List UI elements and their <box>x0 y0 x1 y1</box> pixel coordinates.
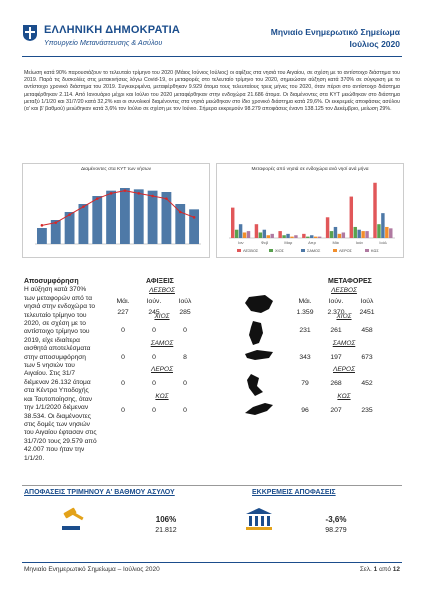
transfers-value-leros: 79 <box>301 380 309 387</box>
transfers-value-samos: 343 <box>299 354 311 361</box>
chart2-bar <box>373 183 376 238</box>
chart1-line-point <box>165 197 168 200</box>
transfers-island-label-kos: ΚΩΣ <box>337 393 351 400</box>
document-title-line1: Μηνιαίο Ενημερωτικό Σημείωμα <box>270 27 400 37</box>
brand-subtitle: Υπουργείο Μετανάστευσης & Ασύλου <box>44 38 163 47</box>
chart2-bar <box>330 231 333 238</box>
chart2-bar <box>338 234 341 238</box>
chart1-line-point <box>151 195 154 198</box>
brand-title: ΕΛΛΗΝΙΚΗ ΔΗΜΟΚΡΑΤΙΑ <box>44 24 181 36</box>
chart-right-title: Μεταφορές από νησιά σε ενδοχώρα ανά νησί ανά μήνα <box>251 167 369 172</box>
arrivals-value-lesvos: 285 <box>179 309 191 316</box>
chart2-bar <box>270 234 273 238</box>
chart2-tick-label: Ιούλ <box>379 240 387 245</box>
chart2-bar <box>235 230 238 238</box>
chart1-bar <box>120 188 130 244</box>
chart2-tick-label: Ιαν <box>238 240 244 245</box>
arrivals-value-leros: 0 <box>183 380 187 387</box>
chart2-bar <box>377 224 380 238</box>
transfers-value-lesvos: 2.370 <box>327 309 345 316</box>
chart2-legend-swatch <box>237 249 241 252</box>
chart1-line-point <box>68 213 71 216</box>
chart-right-plot <box>217 164 403 257</box>
arrivals-value-chios: 0 <box>121 327 125 334</box>
chart1-line-point <box>137 192 140 195</box>
arrivals-value-samos: 0 <box>152 354 156 361</box>
arrivals-island-label-chios: ΧΙΟΣ <box>154 313 170 320</box>
transfers-island-label-leros: ΛΕΡΟΣ <box>333 366 355 373</box>
arrivals-month-header: Ιούλ <box>178 298 192 305</box>
arrivals-value-kos: 0 <box>121 407 125 414</box>
chart2-bar <box>318 237 321 238</box>
chart2-bar <box>286 234 289 238</box>
arrivals-value-kos: 0 <box>183 407 187 414</box>
chart2-bar <box>334 227 337 238</box>
decongestion-body: Η αύξηση κατά 370% των μεταφορών από τα νησιά στην ενδοχώρα το τελευταίο τρίμηνο του 2020, σε σχέση με το αντίστοιχο τρίμηνο του 2019, είχε ιδιαίτερα αισθητά αποτελέσματα στην αποσυμφόρηση των 5 νησιών του Αιγαίου. Στις 31/7 διέμεναν 26.132 άτομα στα Κέντρα Υποδοχής και Ταυτοποίησης, όταν την 1/1/2020 διέμεναν 38.534. Οι διαμένοντες στις δομές των νησιών του Αιγαίου έφτασαν στις 31/7/20 τους 29.579 από 42.007 που ήταν την 1/1/20. <box>24 286 97 462</box>
chart-transfers-by-island <box>216 163 404 258</box>
chart1-line-point <box>82 205 85 208</box>
transfers-island-label-chios: ΧΙΟΣ <box>336 313 352 320</box>
chart2-tick-label: Ιούν <box>355 240 364 245</box>
chart2-legend-swatch <box>333 249 337 252</box>
courthouse-icon <box>244 506 274 532</box>
chart2-bar <box>389 228 392 238</box>
transfers-value-kos: 207 <box>330 407 342 414</box>
lesvos-island-map-icon <box>243 293 275 321</box>
chart2-bar <box>361 231 364 238</box>
chart2-legend-swatch <box>365 249 369 252</box>
chart1-line-point <box>110 192 113 195</box>
asylum-decisions-title: ΑΠΟΦΑΣΕΙΣ ΤΡΙΜΗΝΟΥ Α' ΒΑΘΜΟΥ ΑΣΥΛΟΥ <box>24 489 175 496</box>
chart2-legend-label: ΣΑΜΟΣ <box>307 249 321 253</box>
page-total: 12 <box>392 566 400 573</box>
header-divider <box>22 56 402 57</box>
chart2-bar <box>350 197 353 238</box>
chart1-bar <box>175 204 185 244</box>
pending-decisions-title: ΕΚΚΡΕΜΕΙΣ ΑΠΟΦΑΣΕΙΣ <box>252 489 336 496</box>
chart1-bar <box>106 191 116 244</box>
greek-emblem-icon <box>22 24 38 42</box>
chart1-line-point <box>193 216 196 219</box>
intro-paragraph: Μείωση κατά 90% παρουσιάζουν το τελευταίο τρίμηνο του 2020 (Μάιος Ιούνιος Ιούλιος) οι αφίξεις στα νησιά του Αιγαίου, σε σχέση με το αντίστοιχο διάστημα του 2019. Παρά τις δυσκολίες στις μετακινήσεις λόγω Covid-19, οι μεταφορές στο τελευταίο τρίμηνο του 2020, σημειώσαν αύξηση κατά 370% σε σύγκριση με το αντίστοιχο χρονικό διάστημα του 2019. Συγκεκριμένα, μεταφέρθηκαν 9.929 άτομα τους τελευταίους τρεις μήνες του 2020, όταν πέρσι στο αντίστοιχο διάστημα μεταφέρθηκαν 2.114. Από Ιανουάριο μέχρι και Ιούλιο του 2020 μεταφέρθηκαν στην ενδοχώρα 21.686 άτομα. Οι διαμένοντες στα ΚΥΤ μειώθηκαν στο διάστημα μεταξύ 1/1/20 και 31/7/20 κατά 32,2% και οι συνολικοί διαμένοντες στα νησιά μειώθηκαν στο ίδιο χρονικό διάστημα κατά 29,6%. Οι εκκρεμείς αποφάσεις ασύλου (α' και β' βαθμού) μειώθηκαν κατά 3,6% τον Ιούλιο σε σχέση με τον Ιούνιο. Σήμερα εκκρεμούν 98.279 αποφάσεις έναντι 138.125 τον Δεκέμβριο, μείωση 29%. <box>24 70 400 113</box>
page-of: από <box>379 566 391 573</box>
arrivals-month-header: Ιούν. <box>146 298 162 305</box>
chart-left-title: Διαμένοντες στα ΚΥΤ των νήσων <box>80 167 152 172</box>
transfers-value-lesvos: 1.359 <box>296 309 314 316</box>
chart2-bar <box>326 217 329 238</box>
chart1-line-point <box>96 197 99 200</box>
chart2-bar <box>267 235 270 238</box>
chart2-legend-label: ΛΕΡΟΣ <box>339 249 352 253</box>
chart-kyt-residents <box>22 163 210 258</box>
transfers-heading: ΜΕΤΑΦΟΡΕΣ <box>328 278 372 285</box>
arrivals-island-label-leros: ΛΕΡΟΣ <box>151 366 173 373</box>
page-prefix: Σελ. <box>359 566 372 573</box>
chart2-tick-label: Μάι <box>332 240 339 245</box>
chart2-legend-label: ΧΙΟΣ <box>275 249 284 253</box>
leros-island-map-icon <box>243 372 275 400</box>
samos-island-map-icon <box>243 346 275 374</box>
chart1-line-point <box>54 221 57 224</box>
chart1-line-point <box>179 211 182 214</box>
pending-decisions-count: 98.279 <box>325 527 347 534</box>
chart2-tick-label: Φεβ <box>260 240 269 245</box>
kos-island-map-icon <box>243 399 275 427</box>
asylum-decisions-count: 21.812 <box>155 527 177 534</box>
arrivals-value-chios: 0 <box>183 327 187 334</box>
transfers-value-leros: 268 <box>330 380 342 387</box>
chart2-bar <box>294 235 297 238</box>
pending-decisions-percent: -3,6% <box>325 515 347 524</box>
chart2-bar <box>231 208 234 238</box>
chart2-bar <box>255 224 258 238</box>
chart2-legend-label: ΛΕΣΒΟΣ <box>243 249 259 253</box>
chart2-bar <box>263 230 266 238</box>
chart2-bar <box>302 234 305 238</box>
arrivals-island-label-lesvos: ΛΕΣΒΟΣ <box>149 287 175 294</box>
transfers-month-header: Μάι. <box>298 298 312 305</box>
chart2-bar <box>282 235 285 238</box>
chart2-bar <box>365 231 368 238</box>
chart2-bar <box>314 237 317 238</box>
footer-divider <box>22 562 402 563</box>
document-title-line2: Ιούλιος 2020 <box>349 39 400 49</box>
chart2-bar <box>306 237 309 238</box>
chart2-legend-label: ΚΩΣ <box>371 249 379 253</box>
arrivals-value-kos: 0 <box>152 407 156 414</box>
arrivals-month-header: Μάι. <box>116 298 130 305</box>
transfers-value-kos: 96 <box>301 407 309 414</box>
chart1-bar <box>79 204 89 244</box>
chart1-line-point <box>41 224 44 227</box>
document-title <box>271 26 400 50</box>
chios-island-map-icon <box>243 319 275 347</box>
decongestion-heading: Αποσυμφόρηση <box>24 278 79 285</box>
transfers-value-kos: 235 <box>361 407 373 414</box>
chart2-legend-swatch <box>269 249 273 252</box>
chart2-bar <box>247 231 250 238</box>
arrivals-heading: ΑΦΙΞΕΙΣ <box>146 278 174 285</box>
bottom-divider <box>22 485 402 486</box>
arrivals-value-leros: 0 <box>152 380 156 387</box>
transfers-value-chios: 231 <box>299 327 311 334</box>
chart1-bar <box>148 191 158 244</box>
chart1-bar <box>37 228 47 244</box>
chart2-bar <box>239 224 242 238</box>
chart2-bar <box>357 230 360 238</box>
chart2-bar <box>385 227 388 238</box>
chart2-bar <box>278 231 281 238</box>
chart2-bar <box>243 232 246 238</box>
transfers-value-leros: 452 <box>361 380 373 387</box>
chart2-bar <box>310 235 313 238</box>
transfers-value-chios: 458 <box>361 327 373 334</box>
chart2-bar <box>354 227 357 238</box>
arrivals-value-chios: 0 <box>152 327 156 334</box>
chart2-legend-swatch <box>301 249 305 252</box>
footer-page-number <box>360 566 400 573</box>
chart-left-plot <box>23 164 209 257</box>
transfers-island-label-lesvos: ΛΕΣΒΟΣ <box>331 287 357 294</box>
chart2-bar <box>381 213 384 238</box>
decongestion-column <box>24 278 98 463</box>
transfers-value-lesvos: 2451 <box>359 309 375 316</box>
chart2-bar <box>259 232 262 238</box>
chart2-bar <box>290 237 293 238</box>
arrivals-value-samos: 0 <box>121 354 125 361</box>
transfers-value-samos: 673 <box>361 354 373 361</box>
arrivals-value-lesvos: 227 <box>117 309 129 316</box>
chart2-bar <box>342 232 345 238</box>
arrivals-value-samos: 8 <box>183 354 187 361</box>
arrivals-value-leros: 0 <box>121 380 125 387</box>
transfers-value-chios: 261 <box>330 327 342 334</box>
page-current: 1 <box>373 566 378 573</box>
arrivals-island-label-samos: ΣΑΜΟΣ <box>150 340 174 347</box>
arrivals-island-label-kos: ΚΩΣ <box>155 393 169 400</box>
asylum-decisions-percent: 106% <box>155 515 177 524</box>
chart2-tick-label: Μαρ <box>284 240 293 245</box>
chart1-bar <box>134 189 144 244</box>
chart2-tick-label: Απρ <box>308 240 316 245</box>
gavel-icon <box>60 506 90 532</box>
arrivals-value-lesvos: 245 <box>148 309 160 316</box>
chart1-line-point <box>124 189 127 192</box>
chart1-bar <box>189 209 199 244</box>
chart1-bar <box>92 196 102 244</box>
transfers-month-header: Ιούλ <box>360 298 374 305</box>
transfers-value-samos: 197 <box>330 354 342 361</box>
footer-document-name: Μηνιαίο Ενημερωτικό Σημείωμα – Ιούλιος 2020 <box>24 566 160 573</box>
transfers-island-label-samos: ΣΑΜΟΣ <box>332 340 356 347</box>
transfers-month-header: Ιούν. <box>328 298 344 305</box>
